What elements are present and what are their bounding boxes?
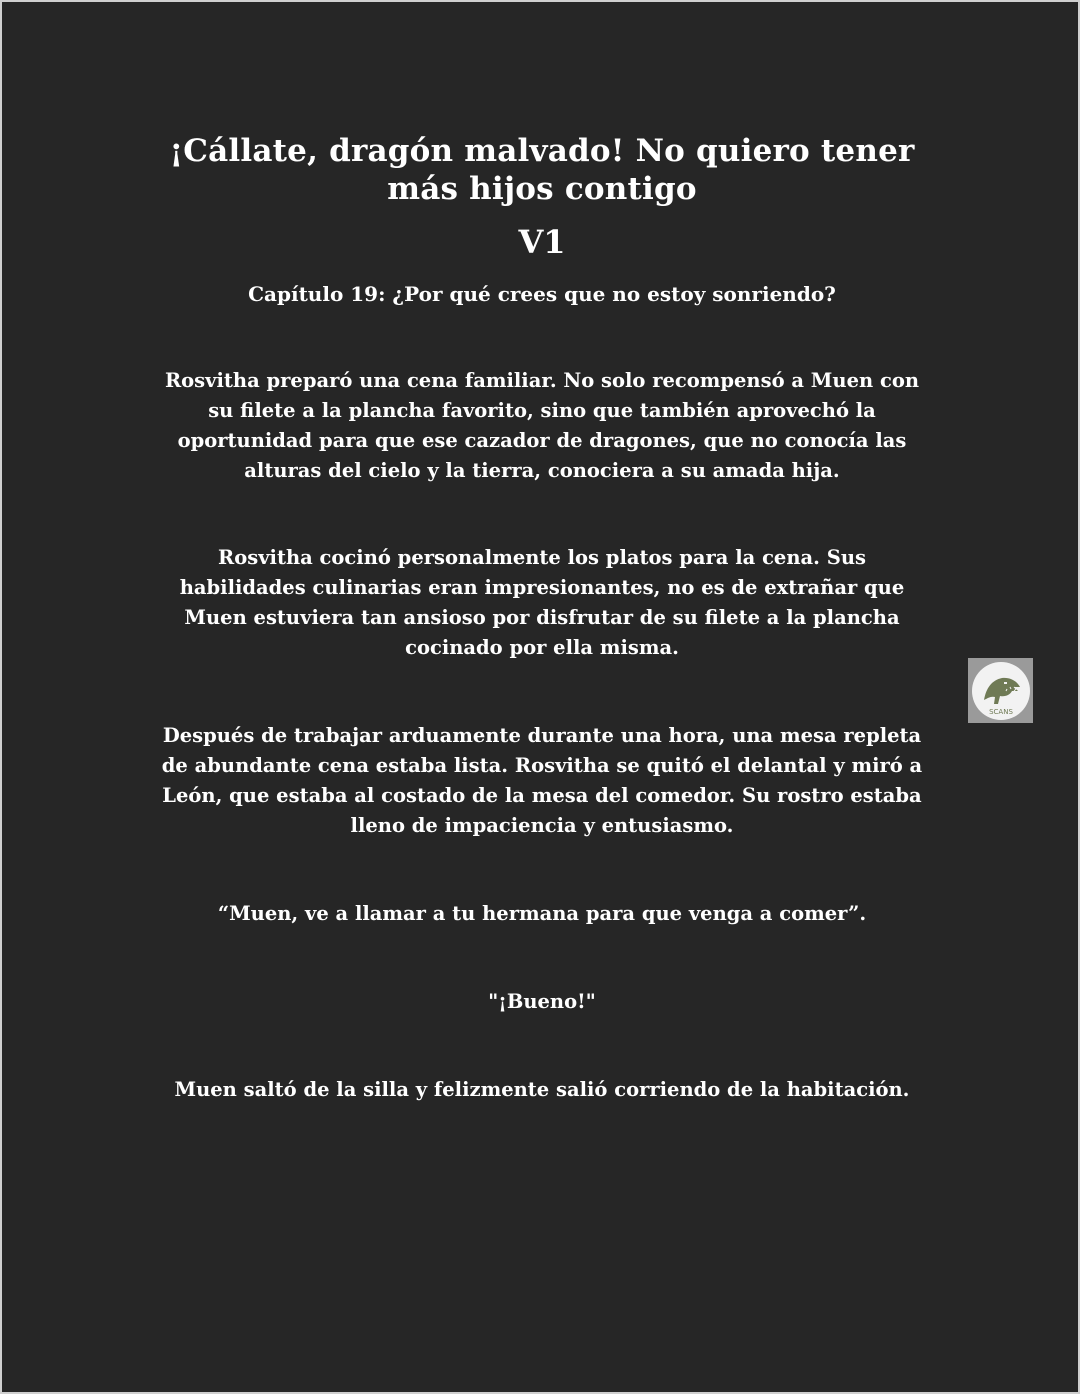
paragraph: Después de trabajar arduamente durante una hora, una mesa repleta de abundante cena estaba lista. Rosvitha se quitó el delantal y miró a León, que estaba al costado de la mesa del comedor. Su rostro estaba lleno de impaciencia y entusiasmo.	[161, 724, 923, 837]
scanlation-watermark	[968, 658, 1033, 723]
watermark-text: SCANS	[988, 707, 1013, 716]
paragraph: Muen saltó de la silla y felizmente salió corriendo de la habitación.	[174, 1078, 910, 1101]
paragraph: "¡Bueno!"	[488, 990, 596, 1013]
novel-title: ¡Cállate, dragón malvado! No quiero tener más hijos contigo	[169, 133, 915, 207]
chapter-heading: Capítulo 19: ¿Por qué crees que no estoy sonriendo?	[248, 282, 836, 306]
chapter-content	[152, 132, 932, 1105]
paragraph: Rosvitha cocinó personalmente los platos para la cena. Sus habilidades culinarias eran impresionantes, no es de extrañar que Muen estuviera tan ansioso por disfrutar de su filete a la plancha cocinado por ella misma.	[179, 546, 905, 659]
dinosaur-logo-icon	[970, 660, 1032, 722]
paragraph: “Muen, ve a llamar a tu hermana para que venga a comer”.	[217, 902, 867, 925]
paragraph: Rosvitha preparó una cena familiar. No solo recompensó a Muen con su filete a la plancha favorito, sino que también aprovechó la oportunidad para que ese cazador de dragones, que no conocía las alturas del cielo y la tierra, conociera a su amada hija.	[164, 369, 920, 482]
volume-label: V1	[518, 223, 566, 261]
